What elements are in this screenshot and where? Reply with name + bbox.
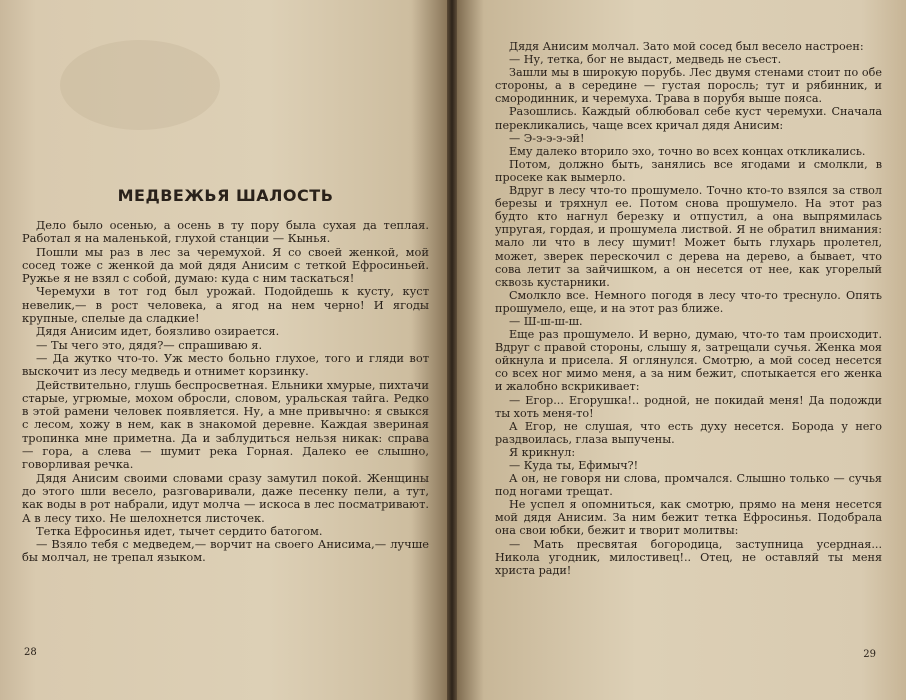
paragraph: — Куда ты, Ефимыч?! <box>509 459 639 472</box>
paragraph: Дядя Анисим своими словами сразу замутил покой. Женщины до этого шли весело, разговаривали, даже песенку пели, а тут, как воды в рот набрали, идут молча — искоса в лес посматривают. А в лесу тихо. Не шелохнется листочек. <box>22 470 429 525</box>
paragraph: — Взяло тебя с медведем,— ворчит на своего Анисима,— лучше бы молчал, не трепал языком. <box>22 537 429 565</box>
paragraph: Зашли мы в широкую порубь. Лес двумя стенами стоит по обе стороны, а в середине — густая поросль; тут и рябинник, и смородинник, и черемуха. Трава в порубя выше пояса. <box>495 66 882 106</box>
paragraph: Пошли мы раз в лес за черемухой. Я со своей женкой, мой сосед тоже с женкой да мой дядя Анисим с теткой Ефросиньей. Ружье я не взял с собой, думаю: куда с ним таскаться! <box>22 244 429 286</box>
left-page-text <box>22 219 429 565</box>
paragraph: — Ну, тетка, бог не выдаст, медведь не съест. <box>509 53 782 67</box>
paragraph: — Э-э-э-э-эй! <box>509 131 585 145</box>
paragraph: Вдруг в лесу что-то прошумело. Точно кто-то взялся за ствол березы и тряхнул ее. Потом снова прошумело. На этот раз будто кто нагнул березку и отпустил, а она выпрямилась упругая, гордая, и прошумела листвой. Я не обратил внимания: мало ли что в лесу шумит! Может быть глухарь пролетел, может, зверек перескочил с дерева на дерево, а бывает, что сова летит за зайчишком, а он несется от нее, как угорелый сквозь кустарники. <box>495 184 882 289</box>
paragraph: Смолкло все. Немного погодя в лесу что-то треснуло. Опять прошумело, еще, и на этот раз ближе. <box>495 288 882 315</box>
paragraph: Черемухи в тот год был урожай. Подойдешь к кусту, куст невелик,— в рост человека, а ягод на нем черно! И ягоды крупные, спелые да сладкие! <box>22 284 429 326</box>
paragraph: Еще раз прошумело. И верно, думаю, что-то там происходит. Вдруг с правой стороны, слышу я, затрещали сучья. Женка моя ойкнула и присела. Я оглянулся. Смотрю, а мой сосед несется со всех ног мимо меня, а за ним бежит, спотыкается его женка и жалобно вскрикивает: <box>495 328 882 394</box>
paragraph: Дело было осенью, а осень в ту пору была сухая да теплая. Работал я на маленькой, глухой станции — Кынья. <box>22 218 429 246</box>
paragraph: — Ты чего это, дядя?— спрашиваю я. <box>36 337 263 352</box>
page-number: 29 <box>863 649 876 660</box>
paragraph: Дядя Анисим идет, боязливо озирается. <box>36 324 280 339</box>
right-page-text <box>495 40 882 577</box>
paragraph: — Мать пресвятая богородица, заступница усердная... Никола угодник, милостивец!.. Отец, не оставляй ты меня христа ради! <box>495 537 882 577</box>
left-page <box>0 0 447 700</box>
paragraph: — Ш-ш-ш-ш. <box>509 314 583 328</box>
paragraph: Действительно, глушь беспросветная. Ельники хмурые, пихтачи старые, угрюмые, мохом обросли, словом, уральская тайга. Редко в этой рамени человек появляется. Ну, а мне привычно: я свыкся с лесом, хожу в нем, как в знакомой деревне. Каждая звериная тропинка мне приметна. Да и заблудиться нельзя никак: справа — гора, а слева — шумит река Горная. Далеко ее слышно, говорливая речка. <box>22 377 429 472</box>
paper-stain <box>60 40 220 130</box>
paragraph: — Да жутко что-то. Уж место больно глухое, того и гляди вот выскочит из лесу медведь и отнимет корзинку. <box>22 350 429 379</box>
paragraph: Ему далеко вторило эхо, точно во всех концах откликались. <box>509 144 866 158</box>
paragraph: Разошлись. Каждый облюбовал себе куст черемухи. Сначала перекликались, чаще всех кричал дядя Анисим: <box>495 105 882 132</box>
page-number: 28 <box>24 647 37 658</box>
paragraph: А Егор, не слушая, что есть духу несется. Борода у него раздвоилась, глаза выпучены. <box>495 419 882 446</box>
paragraph: Дядя Анисим молчал. Зато мой сосед был весело настроен: <box>509 40 864 53</box>
right-page <box>457 0 906 700</box>
book-gutter <box>447 0 457 700</box>
paragraph: А он, не говоря ни слова, промчался. Слышно только — сучья под ногами трещат. <box>495 472 882 499</box>
paragraph: Не успел я опомниться, как смотрю, прямо на меня несется мой дядя Анисим. За ним бежит тетка Ефросинья. Подобрала она свои юбки, бежит и творит молитвы: <box>495 498 882 538</box>
paragraph: — Егор... Егорушка!.. родной, не покидай меня! Да подожди ты хоть меня-то! <box>495 393 882 420</box>
paragraph: Тетка Ефросинья идет, тычет сердито батогом. <box>36 523 323 538</box>
chapter-title: МЕДВЕЖЬЯ ШАЛОСТЬ <box>117 186 334 205</box>
paragraph: Потом, должно быть, занялись все ягодами и смолкли, в просеке как вымерло. <box>495 157 882 184</box>
paragraph: Я крикнул: <box>509 445 576 459</box>
